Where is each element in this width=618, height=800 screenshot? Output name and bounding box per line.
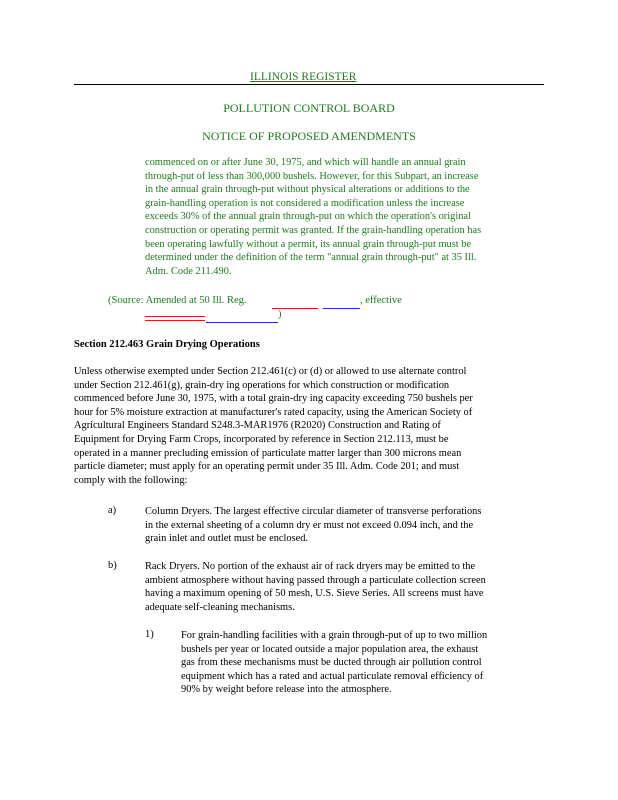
source-effective: , effective xyxy=(360,295,402,306)
section-intro xyxy=(74,365,544,487)
intro-line: Unless otherwise exempted under Section 212.461(c) or (d) or allowed to use alternate control xyxy=(74,366,467,377)
item-line: adequate self-cleaning mechanisms. xyxy=(145,601,295,613)
subitem-line: equipment which has a rated and actual particulate removal efficiency of xyxy=(181,670,484,682)
intro-line: Equipment for Drying Farm Crops, incorporated by reference in Section 212.113, must be xyxy=(74,433,449,445)
paragraph-line: commenced on or after June 30, 1975, and which will handle an annual grain xyxy=(145,157,466,168)
paragraph-line: Adm. Code 211.490. xyxy=(145,265,232,277)
item-line: ambient atmosphere without having passed through a particulate collection screen xyxy=(145,574,486,586)
paragraph-line: determined under the definition of the term "annual grain through-put" at 35 Ill. xyxy=(145,252,477,264)
item-line: having a maximum opening of 50 mesh, U.S. Sieve Series. All screens must have xyxy=(145,588,484,600)
header-rule xyxy=(74,84,544,85)
register-title: ILLINOIS REGISTER xyxy=(250,71,357,83)
effective-date-blank-blue xyxy=(206,322,278,323)
intro-line: under Section 212.461(g), grain-dry ing operations for which construction or modification xyxy=(74,379,450,391)
item-b-text xyxy=(145,560,545,614)
intro-line: operated in a manner precluding emission of particulate matter larger than 300 microns mean xyxy=(74,447,462,459)
effective-date-blank-red xyxy=(145,316,205,317)
source-close: ) xyxy=(278,309,282,320)
source-prefix: (Source: Amended at 50 Ill. Reg. xyxy=(108,295,247,306)
subitem-1-text xyxy=(181,629,546,697)
intro-line: particle diameter; must apply for an operating permit under 35 Ill. Adm. Code 201; and must xyxy=(74,461,460,473)
section-title: Section 212.463 Grain Drying Operations xyxy=(74,339,260,350)
subitem-line: gas from these mechanisms must be ducted through air pollution control xyxy=(181,657,482,669)
intro-line: hour for 5% moisture extraction at manufacturer's rated capacity, using the American Society of xyxy=(74,406,473,418)
item-line: in the external sheeting of a column dry er must not exceed 0.094 inch, and the xyxy=(145,519,474,531)
notice-title: NOTICE OF PROPOSED AMENDMENTS xyxy=(202,129,416,143)
subitem-1-marker: 1) xyxy=(145,629,154,640)
register-page-blank xyxy=(323,308,360,309)
paragraph-line: in the annual grain through-put without physical alterations or additions to the xyxy=(145,184,470,196)
item-line: grain inlet and outlet must be enclosed. xyxy=(145,533,309,545)
paragraph-line: construction or operating permit was granted. If the grain-handling operation has xyxy=(145,224,482,236)
paragraph-line: exceeds 30% of the annual grain through-put on which the operation's original xyxy=(145,211,471,223)
intro-line: commenced before June 30, 1975, with a total grain-dry ing capacity exceeding 750 bushels per xyxy=(74,393,473,405)
source-note xyxy=(108,295,247,306)
paragraph-line: through-put of less than 300,000 bushels. However, for this Subpart, an increase xyxy=(145,170,479,182)
intro-line: comply with the following: xyxy=(74,474,188,486)
effective-date-blank-red-2 xyxy=(145,320,205,321)
board-title: POLLUTION CONTROL BOARD xyxy=(223,101,395,115)
item-a-marker: a) xyxy=(108,505,117,516)
paragraph-line: been operating lawfully without a permit, its annual grain through-put must be xyxy=(145,238,472,250)
subitem-line: bushels per year or located outside a major population area, the exhaust xyxy=(181,643,479,655)
paragraph-line: grain-handling operation is not considered a modification unless the increase xyxy=(145,197,465,209)
item-line: Rack Dryers. No portion of the exhaust air of rack dryers may be emitted to the xyxy=(145,561,476,572)
item-b-marker: b) xyxy=(108,560,117,571)
subitem-line: For grain-handling facilities with a grain through-put of up to two million xyxy=(181,630,488,641)
intro-line: Agricultural Engineers Standard S248.3-MAR1976 (R2020) Construction and Rating of xyxy=(74,420,441,432)
item-a-text xyxy=(145,505,545,546)
item-line: Column Dryers. The largest effective circular diameter of transverse perforations xyxy=(145,506,482,517)
subitem-line: 90% by weight before release into the atmosphere. xyxy=(181,684,392,696)
continued-paragraph xyxy=(145,156,545,278)
